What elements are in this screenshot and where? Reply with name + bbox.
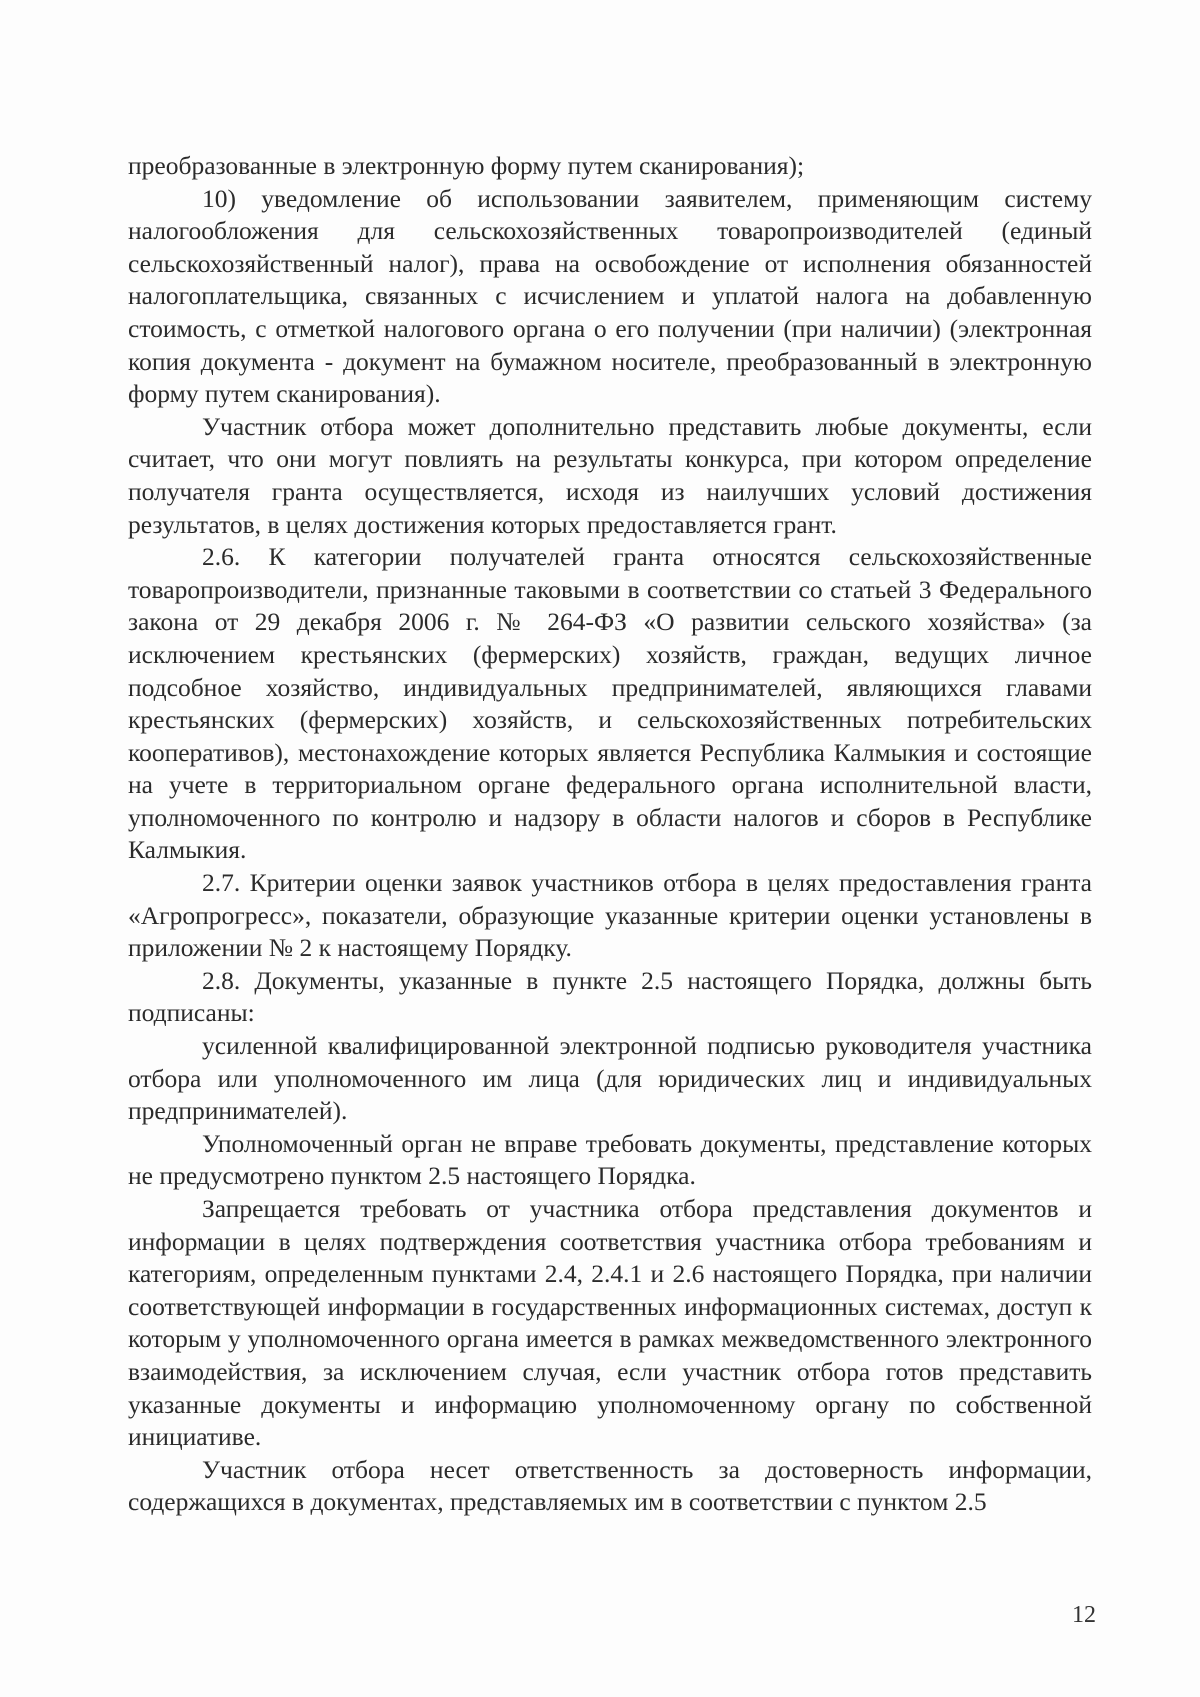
document-body	[128, 150, 1092, 1519]
paragraph-2-7: 2.7. Критерии оценки заявок участников отбора в целях предоставления гранта «Агропрогресс», показатели, образующие указанные критерии оценки установлены в приложении № 2 к настоящему Порядку.	[128, 868, 1092, 963]
paragraph-item-10: 10) уведомление об использовании заявителем, применяющим систему налогообложения для сельскохозяйственных товаропроизводителей (единый сельскохозяйственный налог), права на освобождение от исполнения обязанностей налогоплательщика, связанных с исчислением и уплатой налога на добавленную стоимость, с отметкой налогового органа о его получении (при наличии) (электронная копия документа - документ на бумажном носителе, преобразованный в электронную форму путем сканирования).	[128, 183, 1092, 409]
paragraph-additional-documents: Участник отбора может дополнительно представить любые документы, если считает, что они могут повлиять на результаты конкурса, при котором определение получателя гранта осуществляется, исходя из наилучших условий достижения результатов, в целях достижения которых предоставляется грант.	[128, 411, 1092, 539]
paragraph-2-6: 2.6. К категории получателей гранта относятся сельскохозяйственные товаропроизводители, признанные таковыми в соответствии со статьей 3 Федерального закона от 29 декабря 2006 г. № 264-ФЗ «О развитии сельского хозяйства» (за исключением крестьянских (фермерских) хозяйств, граждан, ведущих личное подсобное хозяйство, индивидуальных предпринимателей, являющихся главами крестьянских (фермерских) хозяйств, и сельскохозяйственных потребительских кооперативов), местонахождение которых является Республика Калмыкия и состоящие на учете в территориальном органе федерального органа исполнительной власти, уполномоченного по контролю и надзору в области налогов и сборов в Республике Калмыкия.	[128, 542, 1092, 865]
paragraph-authorized-body: Уполномоченный орган не вправе требовать документы, представление которых не предусмотрено пунктом 2.5 настоящего Порядка.	[128, 1128, 1092, 1191]
paragraph-continuation: преобразованные в электронную форму путем сканирования);	[128, 151, 805, 180]
paragraph-responsibility: Участник отбора несет ответственность за достоверность информации, содержащихся в документах, представляемых им в соответствии с пунктом 2.5	[128, 1454, 1092, 1517]
page-number: 12	[1072, 1602, 1096, 1628]
paragraph-signature: усиленной квалифицированной электронной подписью руководителя участника отбора или уполномоченного им лица (для юридических лиц и индивидуальных предпринимателей).	[128, 1031, 1092, 1126]
paragraph-2-8: 2.8. Документы, указанные в пункте 2.5 настоящего Порядка, должны быть подписаны:	[128, 965, 1092, 1028]
paragraph-prohibition: Запрещается требовать от участника отбора представления документов и информации в целях подтверждения соответствия участника отбора требованиям и категориям, определенным пунктами 2.4, 2.4.1 и 2.6 настоящего Порядка, при наличии соответствующей информации в государственных информационных системах, доступ к которым у уполномоченного органа имеется в рамках межведомственного электронного взаимодействия, за исключением случая, если участник отбора готов представить указанные документы и информацию уполномоченному органу по собственной инициативе.	[128, 1194, 1092, 1452]
